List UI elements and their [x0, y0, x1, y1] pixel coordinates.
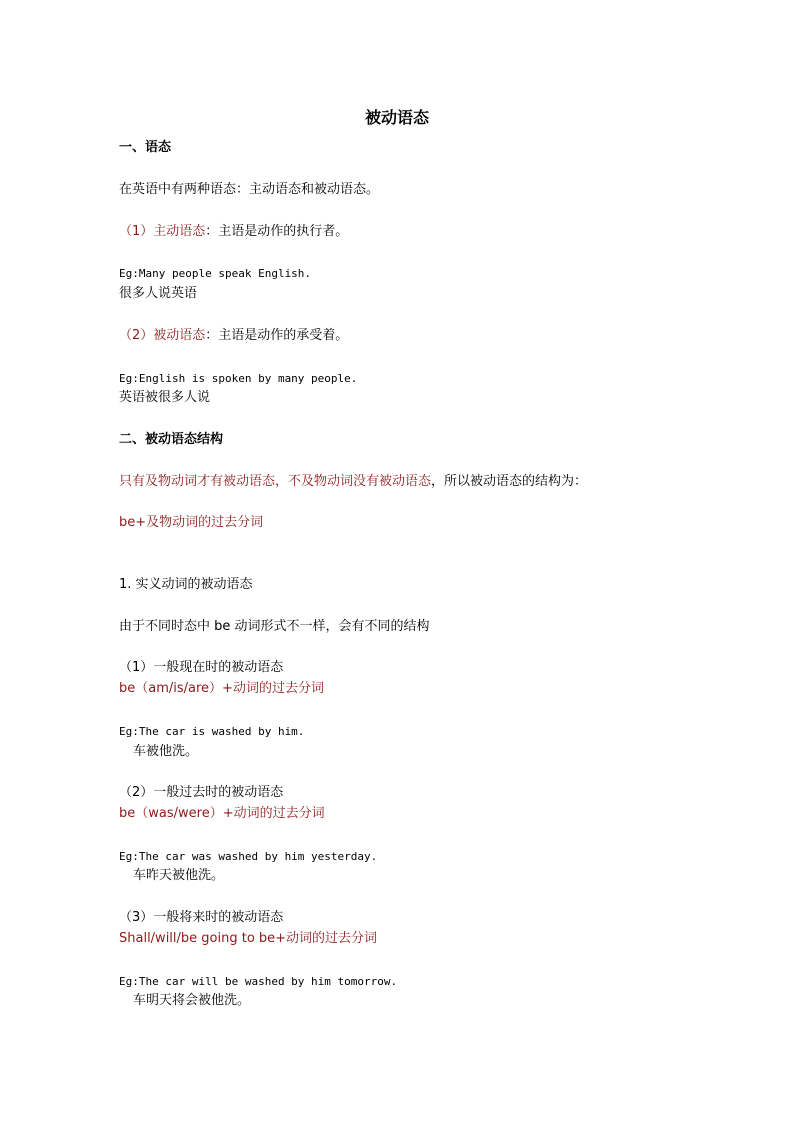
past-tense-translation: 车昨天被他洗。 [133, 868, 225, 883]
structure-rule [119, 474, 587, 490]
present-tense-example: Eg:The car is washed by him. [119, 725, 305, 738]
section-heading-voice: 一、语态 [119, 140, 172, 155]
passive-example-translation: 英语被很多人说 [119, 390, 211, 405]
present-tense-title: （1）一般现在时的被动语态 [119, 660, 284, 675]
future-tense-translation: 车明天将会被他洗。 [133, 993, 251, 1008]
subsection-intro: 由于不同时态中 be 动词形式不一样，会有不同的结构 [119, 619, 430, 634]
passive-example: Eg:English is spoken by many people. [119, 372, 358, 385]
past-tense-example: Eg:The car was washed by him yesterday. [119, 850, 378, 863]
active-example-translation: 很多人说英语 [119, 286, 198, 301]
future-tense-formula: Shall/will/be going to be+动词的过去分词 [119, 931, 378, 946]
active-voice-label: （1）主动语态 [119, 224, 206, 239]
passive-voice-definition [119, 328, 348, 344]
active-voice-text: ：主语是动作的执行者。 [205, 224, 349, 239]
passive-voice-label: （2）被动语态 [119, 328, 206, 343]
past-tense-formula: be（was/were）+动词的过去分词 [119, 806, 325, 821]
active-voice-definition [119, 224, 348, 240]
subsection-title: 1. 实义动词的被动语态 [119, 577, 253, 592]
intro-paragraph: 在英语中有两种语态：主动语态和被动语态。 [119, 182, 380, 197]
future-tense-example: Eg:The car will be washed by him tomorrow. [119, 975, 398, 988]
present-tense-translation: 车被他洗。 [133, 744, 199, 759]
structure-rule-highlight: 只有及物动词才有被动语态，不及物动词没有被动语态 [119, 474, 432, 489]
structure-formula: be+及物动词的过去分词 [119, 515, 264, 530]
section-heading-structure: 二、被动语态结构 [119, 432, 224, 447]
future-tense-title: （3）一般将来时的被动语态 [119, 910, 284, 925]
passive-voice-text: ：主语是动作的承受着。 [205, 328, 349, 343]
page-title: 被动语态 [364, 108, 429, 127]
active-example: Eg:Many people speak English. [119, 267, 312, 280]
past-tense-title: （2）一般过去时的被动语态 [119, 785, 284, 800]
structure-rule-text: ，所以被动语态的结构为： [431, 474, 588, 489]
present-tense-formula: be（am/is/are）+动词的过去分词 [119, 681, 324, 696]
